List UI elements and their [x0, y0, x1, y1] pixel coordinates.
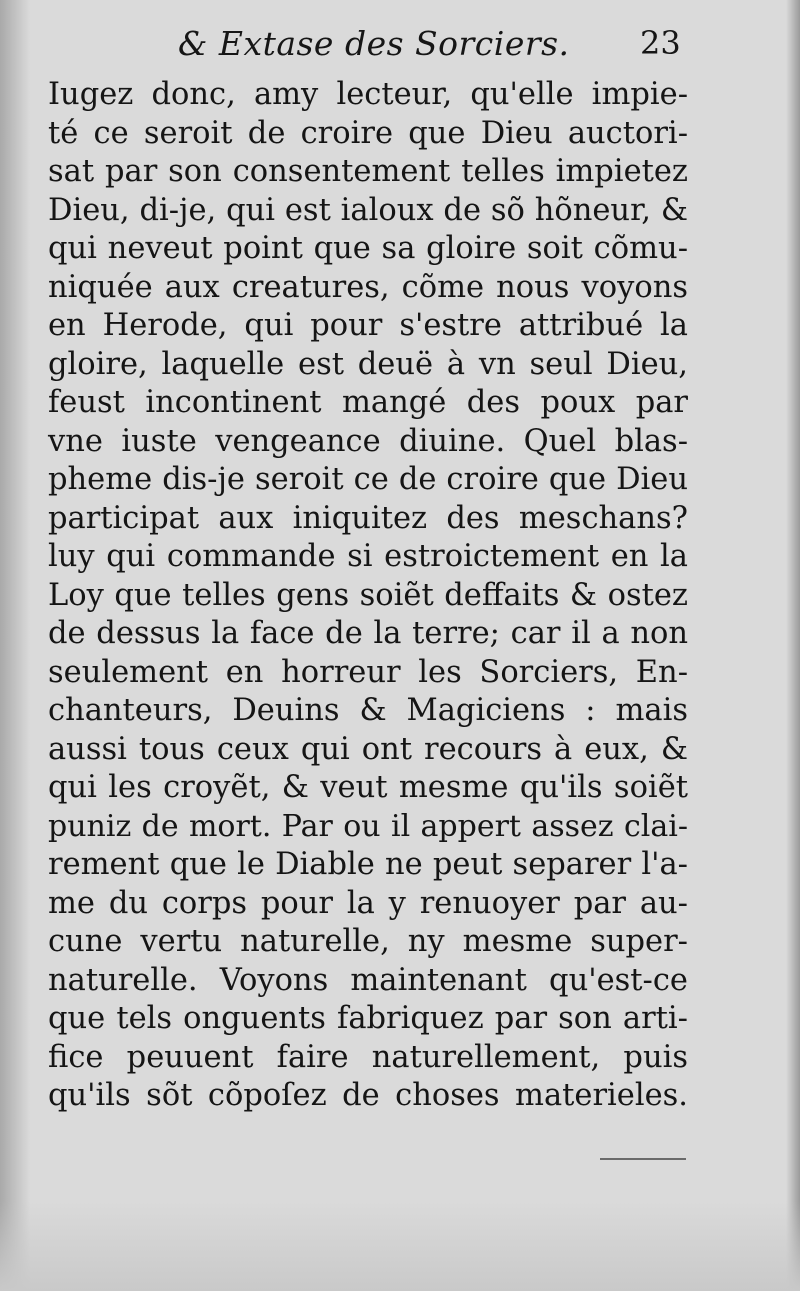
text-line: Loy que telles gens soiẽt deffaits & ostez: [48, 577, 688, 613]
text-line: niquée aux creatures, cõme nous voyons: [48, 269, 688, 305]
text-line: aussi tous ceux qui ont recours à eux, &: [48, 731, 688, 767]
text-line: en Herode, qui pour s'estre attribué la: [48, 308, 688, 343]
catchword-rule: [600, 1158, 686, 1160]
text-line: té ce seroit de croire que Dieu auctori-: [48, 115, 688, 151]
text-line: puniz de mort. Par ou il appert assez clai-: [48, 808, 688, 844]
text-line: pheme dis-je seroit ce de croire que Dieu: [48, 462, 688, 497]
body-text: [48, 76, 688, 1116]
text-line: luy qui commande si estroictement en la: [48, 539, 688, 574]
text-line: gloire, laquelle est deuë à vn seul Dieu,: [48, 346, 688, 382]
text-line: rement que le Diable ne peut separer l'a-: [48, 847, 688, 882]
text-line: cune vertu naturelle, ny mesme super-: [48, 924, 688, 959]
page-bottom-shade: [0, 1201, 800, 1291]
text-line: que tels onguents fabriquez par son arti-: [48, 1001, 688, 1036]
page-edge-shadow: [786, 0, 800, 1291]
text-line: feust incontinent mangé des poux par: [48, 385, 688, 420]
text-line: seulement en horreur les Sorciers, En-: [48, 654, 688, 690]
text-line: naturelle. Voyons maintenant qu'est-ce: [48, 962, 688, 998]
text-line: me du corps pour la y renuoyer par au-: [48, 885, 688, 921]
text-line: fice peuuent faire naturellement, puis: [48, 1039, 688, 1075]
text-line: qu'ils sõt cõpoſez de choses materieles.: [48, 1078, 688, 1113]
text-line: Dieu, di-je, qui est ialoux de sõ hõneur, &: [48, 192, 688, 228]
page-number: 23: [640, 24, 681, 62]
running-title: & Extase des Sorciers.: [178, 24, 570, 63]
text-line: sat par son consentement telles impietez: [48, 154, 688, 189]
page-gutter-shadow: [0, 0, 30, 1291]
text-line: Iugez donc, amy lecteur, qu'elle impie-: [48, 77, 688, 112]
page-header: [0, 24, 800, 64]
text-line: de dessus la face de la terre; car il a non: [48, 616, 688, 651]
text-line: chanteurs, Deuins & Magiciens : mais: [48, 693, 688, 728]
text-line: qui neveut point que sa gloire soit cõmu-: [48, 231, 688, 266]
text-line: qui les croyẽt, & veut mesme qu'ils soiẽt: [48, 770, 688, 805]
text-line: participat aux iniquitez des meschans?: [48, 500, 688, 536]
text-line: vne iuste vengeance diuine. Quel blas-: [48, 423, 688, 459]
